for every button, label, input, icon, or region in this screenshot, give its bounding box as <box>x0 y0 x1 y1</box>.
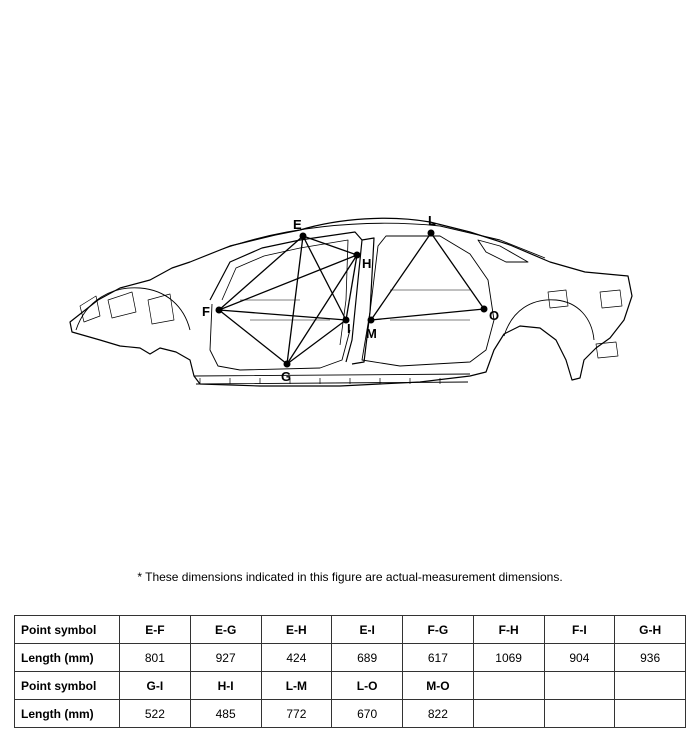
point-label-h: H <box>362 256 372 271</box>
table-cell <box>615 672 686 700</box>
point-label-f: F <box>202 304 210 319</box>
point-label-i: I <box>347 321 351 336</box>
point-dot-o <box>481 306 488 313</box>
point-label-o: O <box>489 308 500 323</box>
point-dot-g <box>284 361 291 368</box>
table-cell: 617 <box>403 644 474 672</box>
table-cell: G-H <box>615 616 686 644</box>
table-row <box>15 616 686 644</box>
table-cell: 904 <box>544 644 615 672</box>
point-dot-f <box>216 307 223 314</box>
table-cell: L-O <box>332 672 403 700</box>
measure-line-l-o <box>431 233 484 309</box>
table-cell: H-I <box>190 672 261 700</box>
table-cell: 1069 <box>473 644 544 672</box>
table-cell: E-H <box>261 616 332 644</box>
table-cell: F-I <box>544 616 615 644</box>
table-cell: 424 <box>261 644 332 672</box>
table-cell: 670 <box>332 700 403 728</box>
measurement-note: * These dimensions indicated in this figure are actual-measurement dimensions. <box>137 570 563 584</box>
table-cell: 801 <box>120 644 191 672</box>
point-dot-e <box>300 233 307 240</box>
table-cell: E-F <box>120 616 191 644</box>
table-cell <box>473 672 544 700</box>
measure-line-g-h <box>287 255 357 364</box>
table-cell: 822 <box>403 700 474 728</box>
point-dot-l <box>428 230 435 237</box>
measure-line-f-g <box>219 310 287 364</box>
table-cell: 936 <box>615 644 686 672</box>
measure-line-e-f <box>219 236 303 310</box>
table-cell <box>615 700 686 728</box>
point-label-l: L <box>428 213 436 228</box>
measurement-lines <box>219 233 484 364</box>
table-cell: 689 <box>332 644 403 672</box>
row-header-length: Length (mm) <box>15 644 120 672</box>
table-cell: L-M <box>261 672 332 700</box>
table-cell: M-O <box>403 672 474 700</box>
body-side-outline <box>70 218 632 386</box>
point-label-g: G <box>281 369 292 384</box>
measure-line-f-i <box>219 310 346 320</box>
row-header-length: Length (mm) <box>15 700 120 728</box>
table-cell <box>473 700 544 728</box>
table-cell: G-I <box>120 672 191 700</box>
table-cell: 522 <box>120 700 191 728</box>
point-label-e: E <box>293 217 302 232</box>
point-label-m: M <box>366 326 377 341</box>
table-cell: 927 <box>190 644 261 672</box>
table-cell: F-G <box>403 616 474 644</box>
dimension-table <box>14 615 686 728</box>
table-cell <box>544 672 615 700</box>
table-cell: 772 <box>261 700 332 728</box>
table-cell: F-H <box>473 616 544 644</box>
measure-line-l-m <box>371 233 431 320</box>
table-cell: 485 <box>190 700 261 728</box>
table-cell <box>544 700 615 728</box>
table-cell: E-I <box>332 616 403 644</box>
table-row <box>15 700 686 728</box>
point-dot-m <box>368 317 375 324</box>
table-row <box>15 672 686 700</box>
row-header-symbol: Point symbol <box>15 672 120 700</box>
measure-line-g-i <box>287 320 346 364</box>
table-cell: E-G <box>190 616 261 644</box>
row-header-symbol: Point symbol <box>15 616 120 644</box>
point-dot-h <box>354 252 361 259</box>
measure-line-m-o <box>371 309 484 320</box>
table-row <box>15 644 686 672</box>
